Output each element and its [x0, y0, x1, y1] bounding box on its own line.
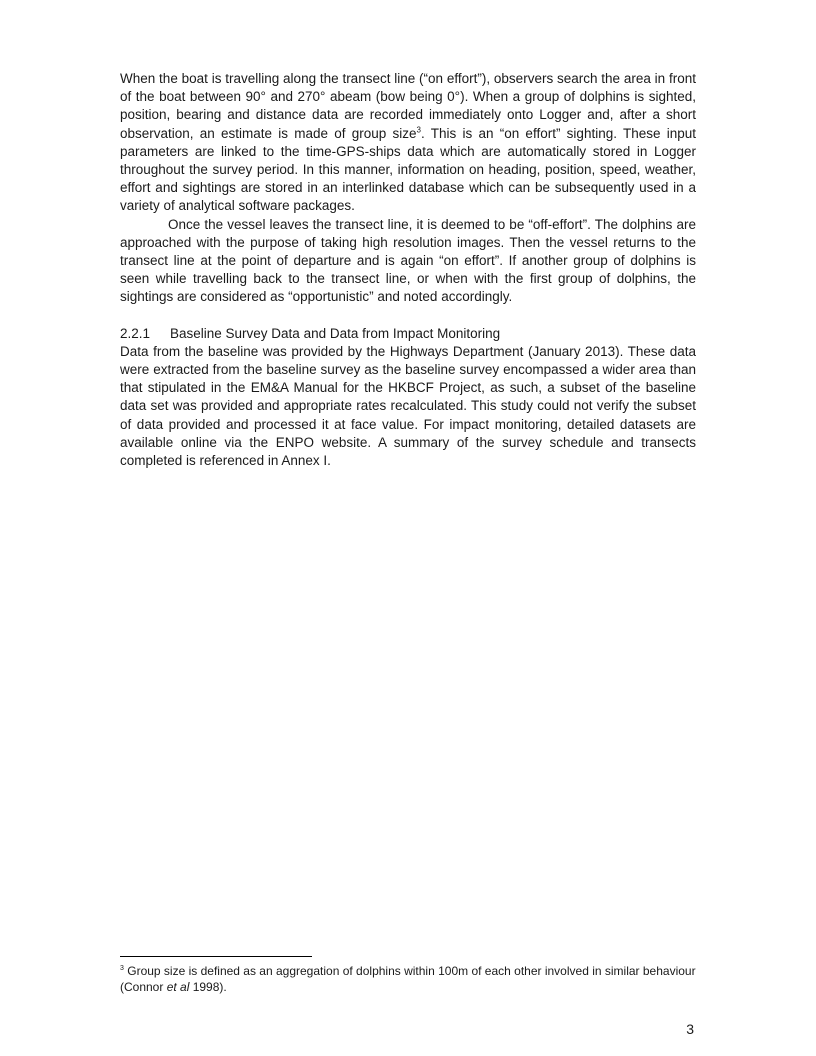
paragraph-baseline-data: Data from the baseline was provided by the Highways Department (January 2013). These data were extracted from the baseline survey as the baseline survey encompassed a wider area than that stipulated in the EM&A Manual for the HKBCF Project, as such, a subset of the baseline data set was provided and appropriate rates recalculated. This study could not verify the subset of data provided and processed it at face value. For impact monitoring, detailed datasets are available online via the ENPO website. A summary of the survey schedule and transects completed is referenced in Annex I. [120, 343, 696, 469]
paragraph-text: When the boat is travelling along the transect line (“on effort”), observers search the area in front of the boat between 90° and 270° abeam (bow being 0°). When a group of dolphins is sighted, position, bearing and distance data are recorded immediately onto Logger and, after a short observation, an estimate is made of group size [120, 71, 696, 141]
footnote-reference: 3 [416, 125, 421, 135]
footnote-text: Group size is defined as an aggregation of dolphins within 100m of each other involved in similar behaviour (Connor [120, 964, 696, 994]
footnote-italic: et al [166, 980, 190, 994]
document-body [120, 70, 696, 470]
footnote-text-end: 1998). [189, 980, 227, 994]
paragraph-on-effort [120, 70, 696, 216]
section-title: Baseline Survey Data and Data from Impact Monitoring [170, 325, 501, 341]
section-heading [120, 325, 696, 343]
section-number: 2.2.1 [120, 325, 151, 341]
footnote [120, 963, 696, 995]
page-number: 3 [686, 1021, 694, 1037]
paragraph-off-effort: Once the vessel leaves the transect line, it is deemed to be “off-effort”. The dolphins are approached with the purpose of taking high resolution images. Then the vessel returns to the transect line at the point of departure and is again “on effort”. If another group of dolphins is seen while travelling back to the transect line, or when with the first group of dolphins, the sightings are considered as “opportunistic” and noted accordingly. [120, 216, 696, 305]
paragraph-text: . This is an “on effort” sighting. These input parameters are linked to the time-GPS-ships data which are automatically stored in Logger throughout the survey period. In this manner, information on heading, position, speed, weather, effort and sightings are stored in an interlinked database which can be subsequently used in a variety of analytical software packages. [120, 125, 696, 214]
footnote-divider [120, 956, 312, 957]
footnote-mark: 3 [120, 965, 124, 972]
